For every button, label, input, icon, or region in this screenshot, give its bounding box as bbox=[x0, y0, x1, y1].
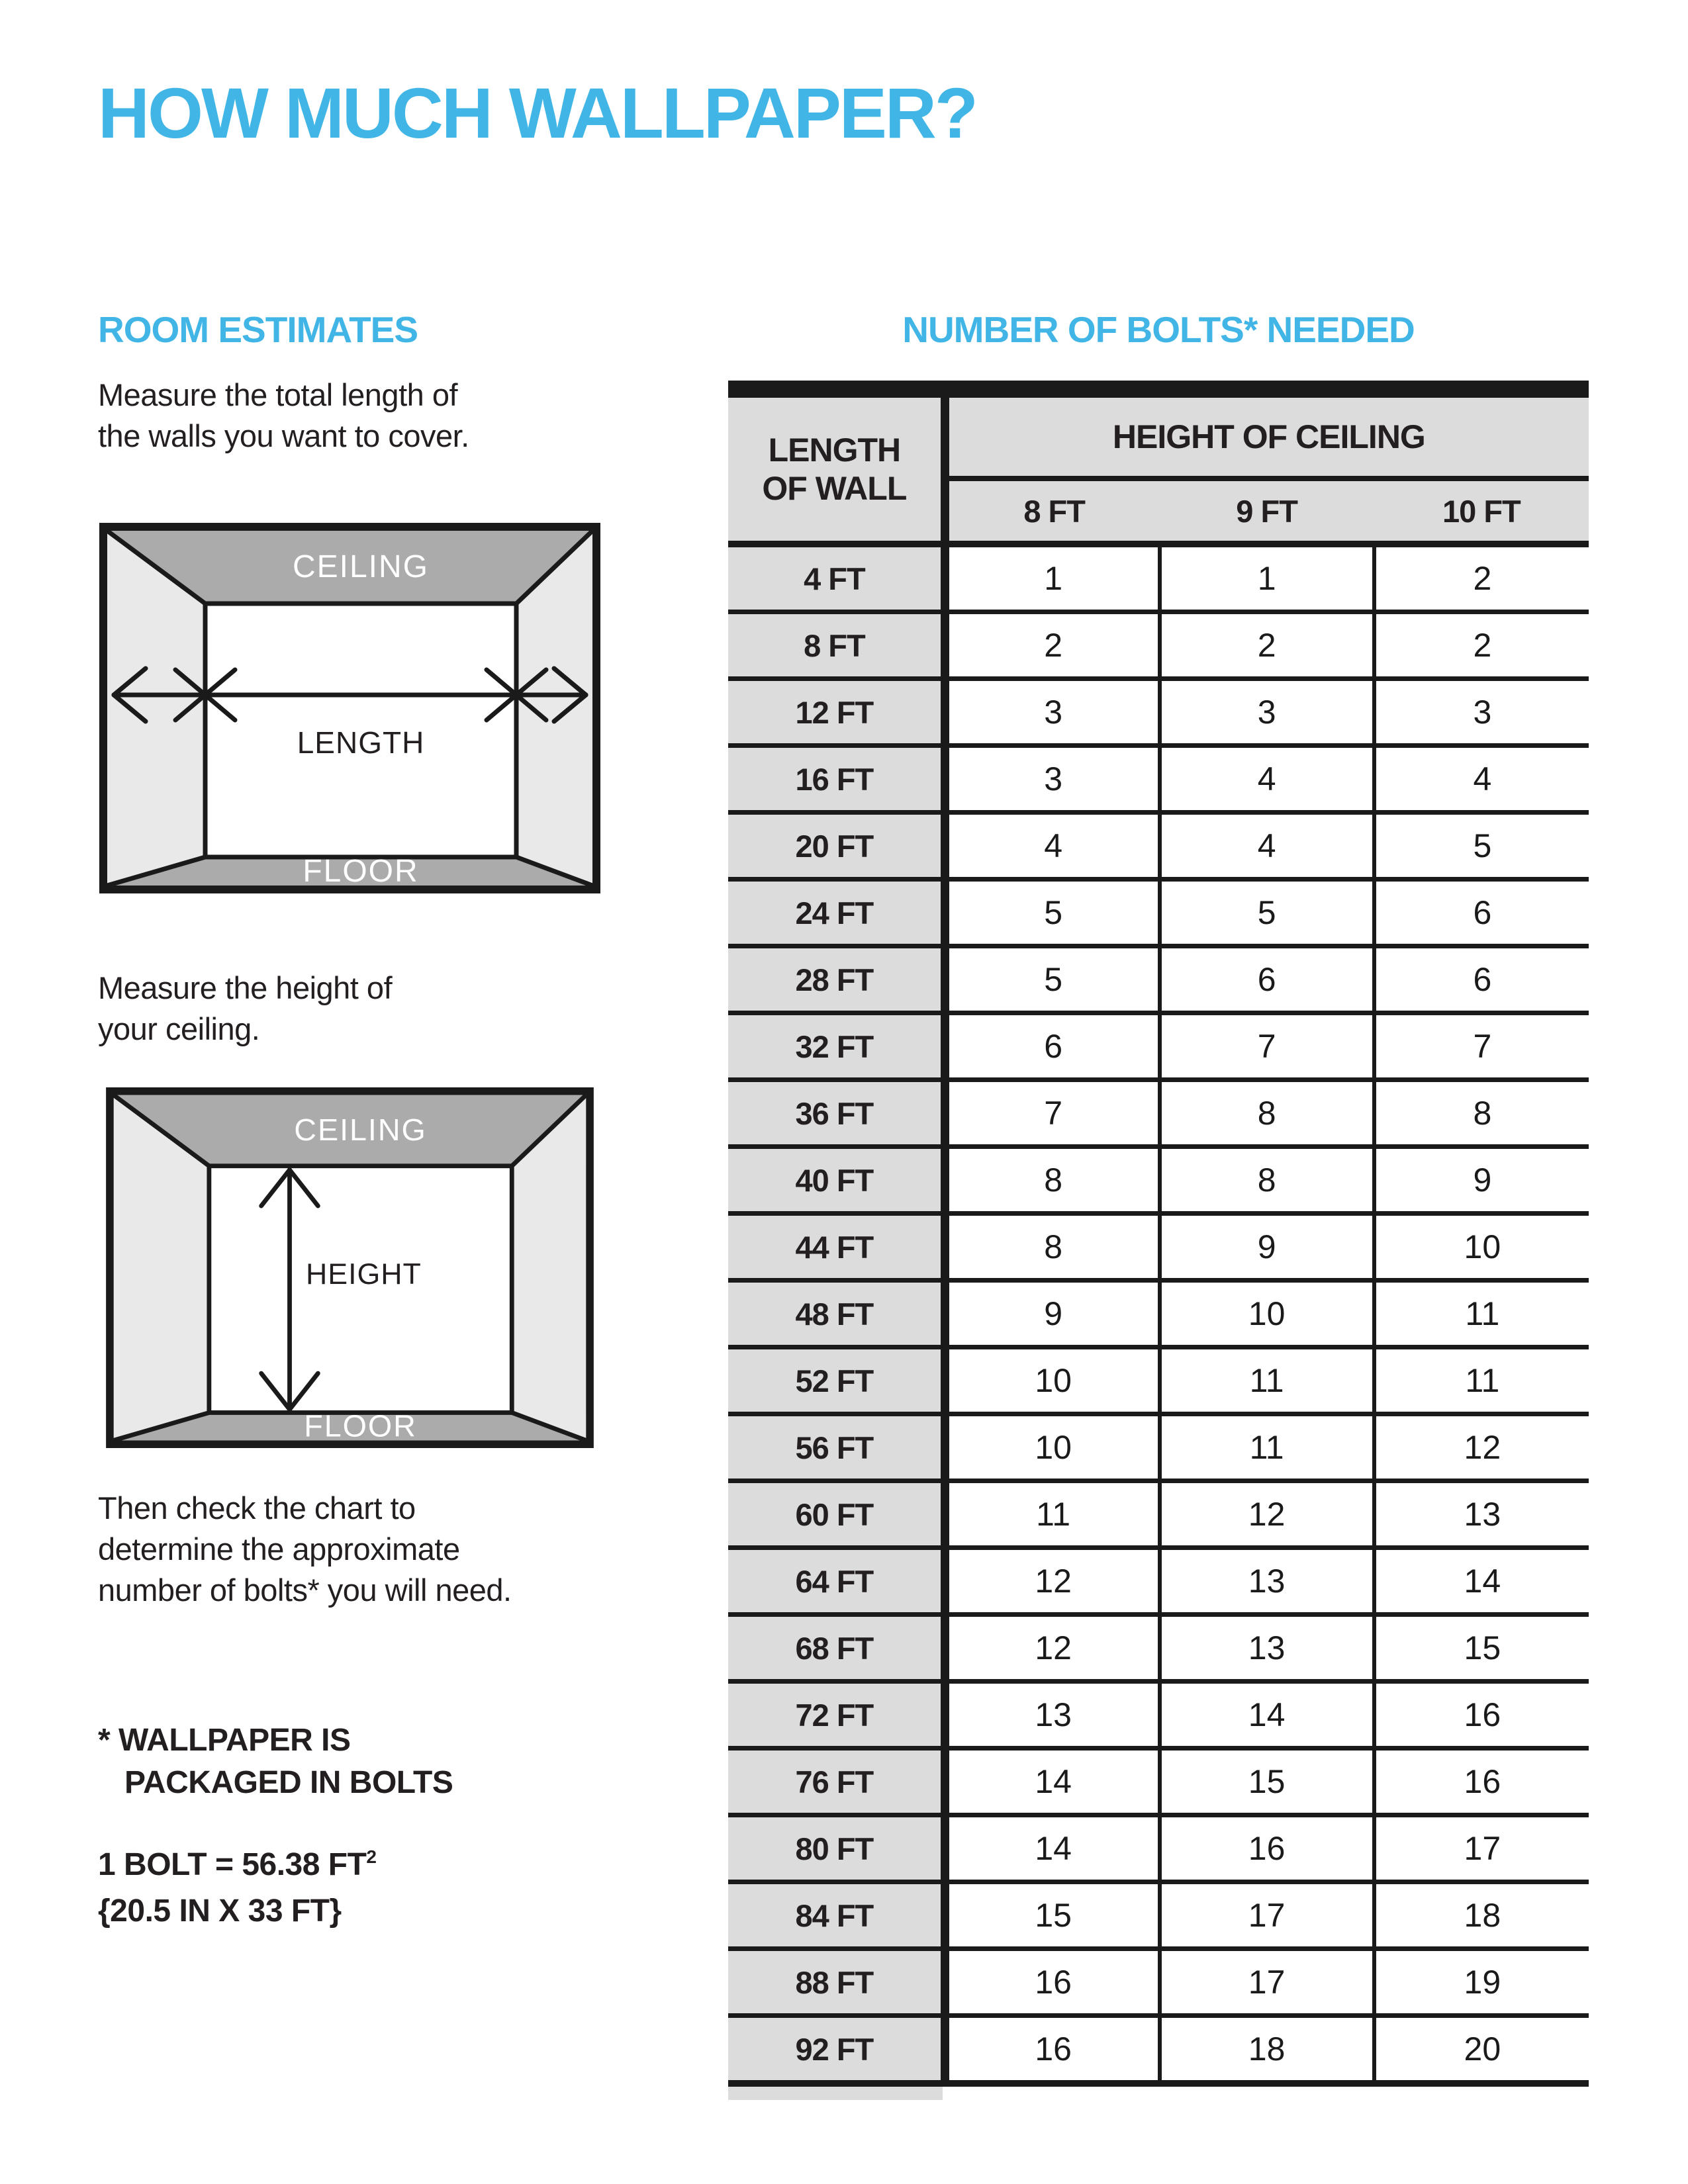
step3-instruction bbox=[98, 1488, 512, 1611]
wall-length-cell: 8 FT bbox=[728, 612, 945, 679]
bolt-count-cell: 6 bbox=[945, 1013, 1159, 1080]
table-row bbox=[728, 1815, 1589, 1882]
bolt-count-cell: 12 bbox=[945, 1615, 1159, 1682]
bolt-count-cell: 11 bbox=[1374, 1281, 1589, 1347]
bolt-count-cell: 10 bbox=[1160, 1281, 1374, 1347]
bolt-count-cell: 3 bbox=[1374, 679, 1589, 746]
col-header-8ft: 8 FT bbox=[945, 478, 1159, 544]
floor-label: FLOOR bbox=[303, 854, 419, 889]
step2-instruction bbox=[98, 968, 392, 1050]
floor-label: FLOOR bbox=[304, 1408, 417, 1443]
footnote-line1: * WALLPAPER IS bbox=[98, 1723, 351, 1758]
length-of-wall-line2: OF WALL bbox=[762, 470, 907, 507]
bolt-count-cell: 5 bbox=[1374, 813, 1589, 880]
table-row bbox=[728, 880, 1589, 946]
bolt-count-cell: 6 bbox=[1374, 880, 1589, 946]
bolt-count-cell: 9 bbox=[1160, 1214, 1374, 1281]
wall-length-cell: 84 FT bbox=[728, 1882, 945, 1949]
wall-length-cell: 92 FT bbox=[728, 2016, 945, 2084]
bolt-count-cell: 16 bbox=[1374, 1682, 1589, 1749]
step1-line2: the walls you want to cover. bbox=[98, 418, 469, 453]
bolt-count-cell: 13 bbox=[945, 1682, 1159, 1749]
bolt-count-cell: 5 bbox=[945, 946, 1159, 1013]
table-row bbox=[728, 1347, 1589, 1414]
ceiling-label: CEILING bbox=[292, 549, 430, 584]
table-row bbox=[728, 1548, 1589, 1615]
wall-length-cell: 80 FT bbox=[728, 1815, 945, 1882]
bolt-count-cell: 15 bbox=[945, 1882, 1159, 1949]
bolt-count-cell: 13 bbox=[1374, 1481, 1589, 1548]
bolt-count-cell: 7 bbox=[1160, 1013, 1374, 1080]
bolt-count-cell: 14 bbox=[1374, 1548, 1589, 1615]
wallpaper-footnote bbox=[98, 1719, 453, 1804]
bolt-count-cell: 3 bbox=[945, 746, 1159, 813]
step3-line3: number of bolts* you will need. bbox=[98, 1572, 512, 1608]
bolt-count-cell: 4 bbox=[1374, 746, 1589, 813]
bolt-count-cell: 15 bbox=[1160, 1749, 1374, 1815]
bolt-equation-text: 1 BOLT = 56.38 FT bbox=[98, 1847, 367, 1882]
bolt-count-cell: 4 bbox=[1160, 746, 1374, 813]
table-row bbox=[728, 1882, 1589, 1949]
room-length-diagram bbox=[99, 523, 600, 893]
bolt-count-cell: 10 bbox=[945, 1347, 1159, 1414]
bolt-count-cell: 2 bbox=[1374, 544, 1589, 612]
table-row bbox=[728, 544, 1589, 612]
bolt-count-cell: 6 bbox=[1160, 946, 1374, 1013]
bolt-count-cell: 12 bbox=[945, 1548, 1159, 1615]
height-of-ceiling-header: HEIGHT OF CEILING bbox=[945, 389, 1589, 478]
bolt-count-cell: 8 bbox=[945, 1214, 1159, 1281]
header-row-1 bbox=[728, 389, 1589, 478]
table-row bbox=[728, 1615, 1589, 1682]
wall-length-cell: 48 FT bbox=[728, 1281, 945, 1347]
bolt-count-cell: 8 bbox=[1160, 1147, 1374, 1214]
step3-line1: Then check the chart to bbox=[98, 1490, 416, 1525]
bolt-count-cell: 4 bbox=[1160, 813, 1374, 880]
bolt-count-cell: 12 bbox=[1160, 1481, 1374, 1548]
table-row bbox=[728, 1080, 1589, 1147]
bolt-dimensions: {20.5 IN X 33 FT} bbox=[98, 1893, 342, 1929]
bolt-count-cell: 13 bbox=[1160, 1548, 1374, 1615]
wall-length-cell: 56 FT bbox=[728, 1414, 945, 1481]
wall-length-cell: 52 FT bbox=[728, 1347, 945, 1414]
bolt-count-cell: 20 bbox=[1374, 2016, 1589, 2084]
table-row bbox=[728, 1013, 1589, 1080]
bolts-table-wrap bbox=[728, 381, 1589, 2087]
table-row bbox=[728, 1214, 1589, 1281]
bolt-count-cell: 11 bbox=[1160, 1414, 1374, 1481]
wall-length-cell: 12 FT bbox=[728, 679, 945, 746]
bolt-count-cell: 3 bbox=[1160, 679, 1374, 746]
step2-line2: your ceiling. bbox=[98, 1011, 260, 1046]
bolt-count-cell: 1 bbox=[945, 544, 1159, 612]
bolt-count-cell: 16 bbox=[1374, 1749, 1589, 1815]
wall-length-cell: 36 FT bbox=[728, 1080, 945, 1147]
step1-instruction bbox=[98, 375, 469, 457]
bolts-needed-heading: NUMBER OF BOLTS* NEEDED bbox=[902, 309, 1415, 350]
bolt-count-cell: 18 bbox=[1374, 1882, 1589, 1949]
table-row bbox=[728, 679, 1589, 746]
length-label: LENGTH bbox=[297, 725, 425, 760]
wall-length-cell: 64 FT bbox=[728, 1548, 945, 1615]
bolt-info bbox=[98, 1844, 376, 1933]
bolt-count-cell: 14 bbox=[1160, 1682, 1374, 1749]
bolt-count-cell: 10 bbox=[945, 1414, 1159, 1481]
table-row bbox=[728, 1682, 1589, 1749]
bolt-count-cell: 11 bbox=[945, 1481, 1159, 1548]
table-row bbox=[728, 2016, 1589, 2084]
bolt-count-cell: 2 bbox=[945, 612, 1159, 679]
bolt-count-cell: 3 bbox=[945, 679, 1159, 746]
wall-length-cell: 28 FT bbox=[728, 946, 945, 1013]
height-label: HEIGHT bbox=[305, 1257, 422, 1291]
bolt-count-cell: 16 bbox=[945, 1949, 1159, 2016]
table-row bbox=[728, 1949, 1589, 2016]
bolt-count-cell: 13 bbox=[1160, 1615, 1374, 1682]
table-row bbox=[728, 1414, 1589, 1481]
ceiling-label: CEILING bbox=[294, 1112, 427, 1147]
wall-length-cell: 4 FT bbox=[728, 544, 945, 612]
bolt-count-cell: 11 bbox=[1374, 1347, 1589, 1414]
table-row bbox=[728, 813, 1589, 880]
bolt-count-cell: 6 bbox=[1374, 946, 1589, 1013]
wall-length-cell: 32 FT bbox=[728, 1013, 945, 1080]
bolt-equation-superscript: 2 bbox=[366, 1846, 377, 1867]
wall-length-cell: 72 FT bbox=[728, 1682, 945, 1749]
table-row bbox=[728, 946, 1589, 1013]
length-of-wall-line1: LENGTH bbox=[768, 432, 901, 469]
step1-line1: Measure the total length of bbox=[98, 377, 458, 412]
page-title: HOW MUCH WALLPAPER? bbox=[98, 73, 976, 153]
bolt-count-cell: 8 bbox=[1160, 1080, 1374, 1147]
col-header-10ft: 10 FT bbox=[1374, 478, 1589, 544]
bolt-count-cell: 9 bbox=[1374, 1147, 1589, 1214]
wall-length-cell: 76 FT bbox=[728, 1749, 945, 1815]
table-row bbox=[728, 746, 1589, 813]
bolt-count-cell: 8 bbox=[945, 1147, 1159, 1214]
wall-length-cell: 40 FT bbox=[728, 1147, 945, 1214]
wall-length-cell: 68 FT bbox=[728, 1615, 945, 1682]
bolt-count-cell: 16 bbox=[1160, 1815, 1374, 1882]
step2-line1: Measure the height of bbox=[98, 970, 393, 1005]
bolt-count-cell: 9 bbox=[945, 1281, 1159, 1347]
bolt-count-cell: 10 bbox=[1374, 1214, 1589, 1281]
bolt-count-cell: 4 bbox=[945, 813, 1159, 880]
wall-length-cell: 44 FT bbox=[728, 1214, 945, 1281]
step3-line2: determine the approximate bbox=[98, 1531, 460, 1567]
footnote-line2: PACKAGED IN BOLTS bbox=[124, 1765, 453, 1800]
length-of-wall-header bbox=[728, 389, 945, 544]
wall-length-cell: 60 FT bbox=[728, 1481, 945, 1548]
table-row bbox=[728, 1481, 1589, 1548]
bolt-count-cell: 11 bbox=[1160, 1347, 1374, 1414]
bolt-count-cell: 5 bbox=[945, 880, 1159, 946]
bolt-count-cell: 8 bbox=[1374, 1080, 1589, 1147]
bolt-count-cell: 19 bbox=[1374, 1949, 1589, 2016]
bolt-count-cell: 5 bbox=[1160, 880, 1374, 946]
table-row bbox=[728, 612, 1589, 679]
bolt-count-cell: 17 bbox=[1374, 1815, 1589, 1882]
bolt-count-cell: 14 bbox=[945, 1749, 1159, 1815]
col-header-9ft: 9 FT bbox=[1160, 478, 1374, 544]
table-row bbox=[728, 1147, 1589, 1214]
room-estimates-heading: ROOM ESTIMATES bbox=[98, 309, 418, 350]
bolt-equation bbox=[98, 1844, 376, 1890]
bolt-count-cell: 14 bbox=[945, 1815, 1159, 1882]
bolt-count-cell: 17 bbox=[1160, 1882, 1374, 1949]
bolt-count-cell: 12 bbox=[1374, 1414, 1589, 1481]
wall-length-cell: 20 FT bbox=[728, 813, 945, 880]
bolt-count-cell: 7 bbox=[945, 1080, 1159, 1147]
bolt-count-cell: 18 bbox=[1160, 2016, 1374, 2084]
bolts-table-body bbox=[728, 544, 1589, 2083]
bolt-count-cell: 7 bbox=[1374, 1013, 1589, 1080]
bolt-count-cell: 2 bbox=[1374, 612, 1589, 679]
bolt-count-cell: 15 bbox=[1374, 1615, 1589, 1682]
bolt-count-cell: 16 bbox=[945, 2016, 1159, 2084]
bolt-count-cell: 1 bbox=[1160, 544, 1374, 612]
room-height-diagram bbox=[99, 1087, 600, 1448]
table-row bbox=[728, 1281, 1589, 1347]
table-footer-stub bbox=[728, 2087, 943, 2100]
wall-length-cell: 88 FT bbox=[728, 1949, 945, 2016]
wall-length-cell: 16 FT bbox=[728, 746, 945, 813]
bolt-count-cell: 17 bbox=[1160, 1949, 1374, 2016]
table-row bbox=[728, 1749, 1589, 1815]
wall-length-cell: 24 FT bbox=[728, 880, 945, 946]
bolts-table bbox=[728, 381, 1589, 2087]
bolt-count-cell: 2 bbox=[1160, 612, 1374, 679]
